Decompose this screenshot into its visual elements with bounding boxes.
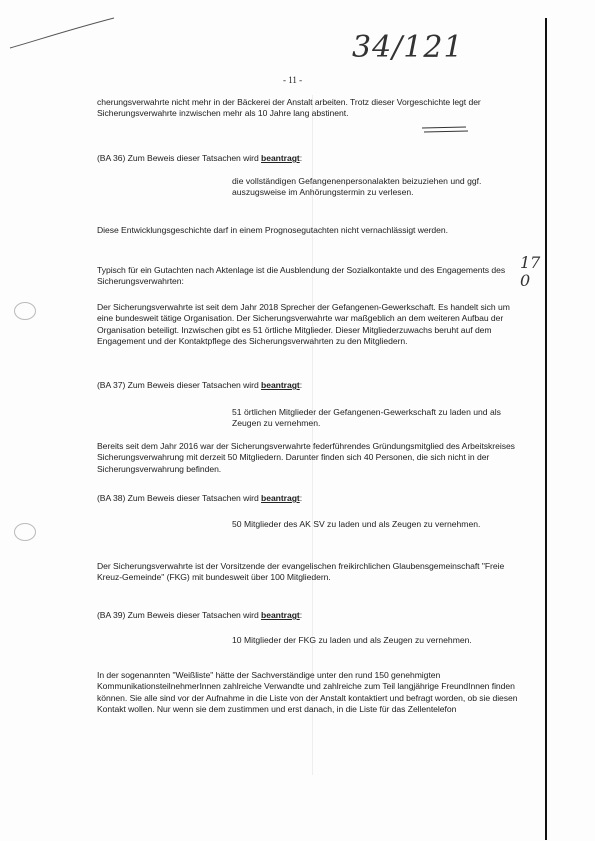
punch-hole-bottom	[14, 523, 36, 541]
paragraph-5: Bereits seit dem Jahr 2016 war der Sicherungsverwahrte federführendes Gründungsmitglied des Arbeitskreises Sicherungsverwahrung mit derzeit 50 Mitgliedern. Darunter finden sich 40 Personen, die sich nicht in der Sicherungsverwahrung befinden.	[97, 441, 515, 474]
paragraph-7: In der sogenannten "Weißliste" hätte der Sachverständige unter den rund 150 genehmigten KommunikationsteilnehmerInnen zahlreiche Verwandte und zahlreiche zum Teil langjährige FreundInnen finden können. Sie alle sind vor der Aufnahme in die Liste von der Anstalt kontaktiert und befragt worden, ob sie diesen Kontakt wollen. Nur wenn sie dem zustimmen und erst danach, in die Liste für das Zellentelefon	[97, 670, 518, 715]
ba37-request: 51 örtlichen Mitglieder der Gefangenen-Gewerkschaft zu laden und als Zeugen zu vernehmen.	[232, 407, 501, 429]
ba38-line: (BA 38) Zum Beweis dieser Tatsachen wird beantragt:	[97, 493, 303, 503]
paragraph-2: Diese Entwicklungsgeschichte darf in einem Prognosegutachten nicht vernachlässigt werden.	[97, 225, 448, 235]
ba36-line: (BA 36) Zum Beweis dieser Tatsachen wird beantragt:	[97, 153, 303, 163]
beantragt-label: beantragt	[261, 153, 300, 163]
ba39-line: (BA 39) Zum Beweis dieser Tatsachen wird beantragt:	[97, 610, 303, 620]
beantragt-label: beantragt	[261, 493, 300, 503]
beantragt-label: beantragt	[261, 380, 300, 390]
handwritten-reference: 34/121	[352, 30, 464, 65]
ba37-line: (BA 37) Zum Beweis dieser Tatsachen wird beantragt:	[97, 380, 303, 390]
ba36-request: die vollständigen Gefangenenpersonalakten beizuziehen und ggf. auszugsweise im Anhörungstermin zu verlesen.	[232, 176, 482, 198]
paragraph-3: Typisch für ein Gutachten nach Aktenlage ist die Ausblendung der Sozialkontakte und des Engagements des Sicherungsverwahrten:	[97, 265, 506, 287]
pen-stroke-icon	[8, 14, 118, 54]
ba39-request: 10 Mitglieder der FKG zu laden und als Zeugen zu vernehmen.	[232, 635, 472, 645]
paragraph-4: Der Sicherungsverwahrte ist seit dem Jahr 2018 Sprecher der Gefangenen-Gewerkschaft. Es handelt sich um eine bundesweit tätige Organisation. Der Sicherungsverwahrte war maßgeblich an dem weiteren Aufbau der Organisation beteiligt. Inzwischen gibt es 51 örtliche Mitglieder. Dieser Mitgliederzuwachs beruht auf dem Engagement und der Kontaktpflege des Sicherungsverwahrten zu den Mitgliedern.	[97, 302, 510, 347]
page-number: - 11 -	[283, 75, 303, 85]
right-edge-line	[545, 18, 547, 840]
punch-hole-top	[14, 302, 36, 320]
paragraph-6: Der Sicherungsverwahrte ist der Vorsitzende der evangelischen freikirchlichen Glaubensgemeinschaft "Freie Kreuz-Gemeinde" (FKG) mit bundesweit über 100 Mitgliedern.	[97, 561, 505, 583]
double-underline-mark	[420, 126, 470, 134]
margin-note: 17 0	[520, 253, 541, 290]
beantragt-label: beantragt	[261, 610, 300, 620]
ba38-request: 50 Mitglieder des AK SV zu laden und als Zeugen zu vernehmen.	[232, 519, 481, 529]
paragraph-1: cherungsverwahrte nicht mehr in der Bäckerei der Anstalt arbeiten. Trotz dieser Vorgeschichte legt der Sicherungsverwahrte inzwischen mehr als 10 Jahre lang abstinent.	[97, 97, 481, 119]
